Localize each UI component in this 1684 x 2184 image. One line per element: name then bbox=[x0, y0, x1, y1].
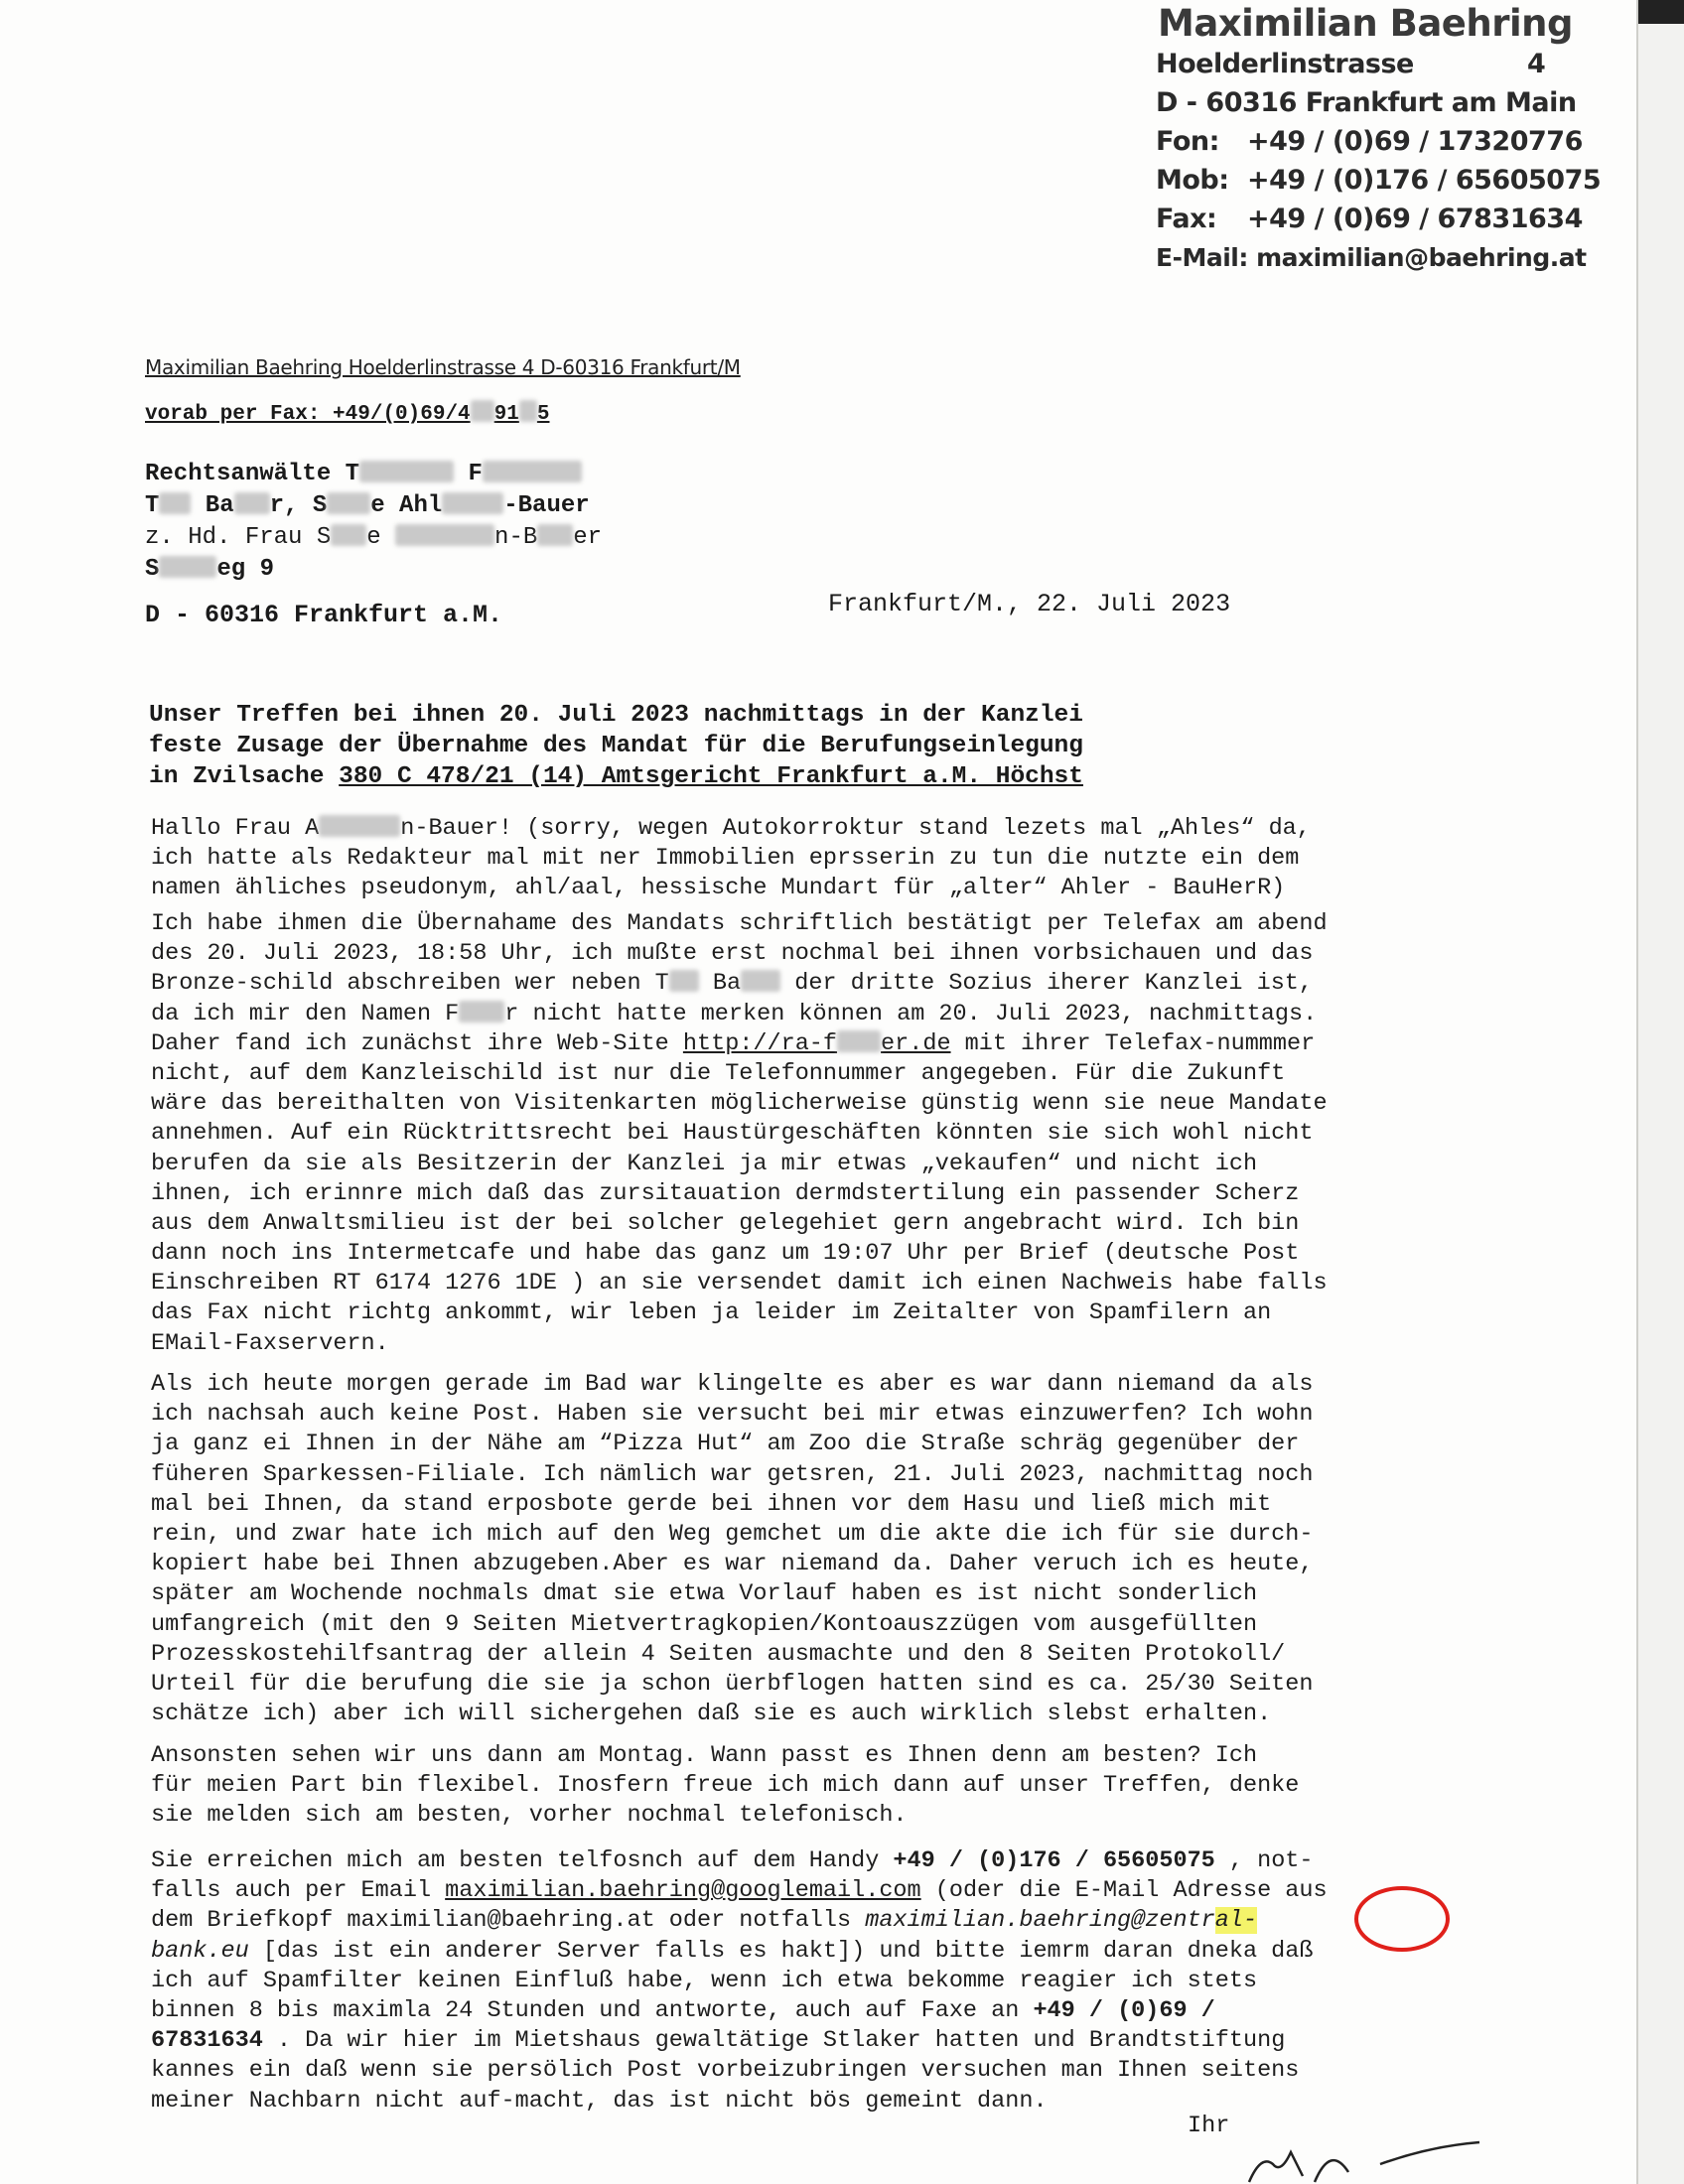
text-line: des 20. Juli 2023, 18:58 Uhr, ich mußte erst nochmal bei ihnen vorbsichauen und das bbox=[151, 940, 1314, 968]
website-link[interactable]: http://ra-f er.de bbox=[682, 1029, 951, 1057]
redaction bbox=[327, 492, 370, 514]
paragraph-mandate bbox=[151, 909, 1491, 1359]
text-line: ich nachsah auch keine Post. Haben sie versucht bei mir etwas einzuwerfen? Ich wohn bbox=[151, 1401, 1314, 1429]
text-line: da ich mir den Namen F r nicht hatte merken können am 20. Juli 2023, nachmittags. bbox=[151, 1000, 1318, 1027]
letterhead-name: Maximilian Baehring bbox=[1158, 2, 1573, 45]
redaction bbox=[319, 815, 400, 837]
recipient-line-4: S eg 9 bbox=[145, 556, 275, 583]
text-line: ich auf Spamfilter keinen Einfluß habe, wenn ich etwa bekomme reagier ich stets bbox=[151, 1967, 1258, 1994]
text-line: annehmen. Auf ein Rücktrittsrecht bei Haustürgeschäften könnten sie sich wohl nicht bbox=[151, 1120, 1314, 1148]
text-line: falls auch per Email maximilian.baehring@googlemail.com (oder die E-Mail Adresse aus bbox=[151, 1877, 1328, 1905]
redaction bbox=[395, 524, 494, 546]
redaction bbox=[159, 492, 191, 514]
mobile-number: +49 / (0)176 / 65605075 bbox=[893, 1847, 1215, 1874]
letterhead-email: E-Mail: maximilian@baehring.at bbox=[1156, 243, 1587, 272]
text-line: bank.eu [das ist ein anderer Server falls es hakt]) und bitte iemrm daran dneka daß bbox=[151, 1937, 1314, 1965]
letterhead-city: D - 60316 Frankfurt am Main bbox=[1156, 87, 1577, 118]
letterhead-mobile: Mob: +49 / (0)176 / 65605075 bbox=[1156, 165, 1602, 196]
closing: Ihr bbox=[1188, 2113, 1230, 2139]
paragraph-greeting bbox=[151, 814, 1491, 904]
redaction bbox=[471, 400, 494, 422]
prefax-line: vorab per Fax: +49/(0)69/4 91 5 bbox=[145, 400, 549, 426]
text-line: Bronze-schild abschreiben wer neben T Ba der dritte Sozius iherer Kanzlei ist, bbox=[151, 970, 1313, 998]
text-line: 67831634 . Da wir hier im Mietshaus gewaltätige Stlaker hatten und Brandtstiftung bbox=[151, 2027, 1286, 2055]
redaction bbox=[837, 1030, 881, 1052]
subject-line-1: Unser Treffen bei ihnen 20. Juli 2023 nachmittags in der Kanzlei bbox=[149, 702, 1083, 729]
redaction bbox=[234, 492, 270, 514]
subject-line-3: in Zvilsache 380 C 478/21 (14) Amtsgericht Frankfurt a.M. Höchst bbox=[149, 763, 1083, 790]
redaction bbox=[537, 524, 573, 546]
redaction bbox=[159, 556, 216, 578]
text-line: später am Wochende nochmals dmat sie etwa Vorlauf haben es ist nicht sonderlich bbox=[151, 1580, 1258, 1608]
text-line: das Fax nicht richtg ankommt, wir leben ja leider im Zeitalter von Spamfilern an bbox=[151, 1299, 1272, 1327]
redaction bbox=[669, 970, 699, 992]
text-line: binnen 8 bis maximla 24 Stunden und antworte, auch auf Faxe an +49 / (0)69 / bbox=[151, 1996, 1215, 2024]
paragraph-visit bbox=[151, 1370, 1491, 1729]
text-line: dem Briefkopf maximilian@baehring.at oder notfalls maximilian.baehring@zentral- bbox=[151, 1907, 1258, 1935]
subject bbox=[149, 700, 1083, 792]
text-line: aus dem Anwaltsmilieu ist der bei solcher gelegehiet gern angebracht wird. Ich bin bbox=[151, 1209, 1300, 1237]
paragraph-contact bbox=[151, 1846, 1491, 2116]
text-line: wäre das bereithalten von Visitenkarten möglicherweise günstig wenn sie neue Mandate bbox=[151, 1090, 1328, 1118]
text-line: kopiert habe bei Ihnen abzugeben.Aber es war niemand da. Daher veruch ich es heute, bbox=[151, 1551, 1314, 1578]
redaction bbox=[331, 524, 366, 546]
letterhead bbox=[1156, 2, 1602, 277]
redaction bbox=[442, 492, 503, 514]
text-line: dann noch ins Intermetcafe und habe das ganz um 19:07 Uhr per Brief (deutsche Post bbox=[151, 1240, 1300, 1268]
recipient-line-2: T Ba r, S e Ahl -Bauer bbox=[145, 492, 590, 519]
redaction bbox=[519, 400, 537, 422]
letterhead-phone: Fon: +49 / (0)69 / 17320776 bbox=[1156, 126, 1583, 157]
text-line: Prozesskostehilfsantrag der allein 4 Seiten ausmachte und den 8 Seiten Protokoll/ bbox=[151, 1640, 1286, 1668]
recipient-city: D - 60316 Frankfurt a.M. bbox=[145, 601, 503, 629]
email-link[interactable]: maximilian.baehring@googlemail.com bbox=[445, 1877, 921, 1905]
text-line: Als ich heute morgen gerade im Bad war klingelte es aber es war dann niemand da als bbox=[151, 1371, 1314, 1398]
highlighted-text: al- bbox=[1214, 1907, 1258, 1935]
alt-email: maximilian.baehring@zentr bbox=[865, 1907, 1215, 1935]
text-line: mal bei Ihnen, da stand erposbote gerde bei ihnen vor dem Hasu und ließ mich mit bbox=[151, 1490, 1272, 1518]
text-line: berufen da sie als Besitzerin der Kanzlei ja mir etwas „vekaufen“ und nicht ich bbox=[151, 1150, 1258, 1177]
letterhead-street bbox=[1156, 45, 1573, 83]
text-line: für meien Part bin flexibel. Inosfern freue ich mich dann auf unser Treffen, denke bbox=[151, 1772, 1300, 1800]
sender-line: Maximilian Baehring Hoelderlinstrasse 4 D-60316 Frankfurt/M bbox=[145, 355, 741, 379]
redaction bbox=[483, 461, 582, 482]
annotation-circle bbox=[1354, 1886, 1450, 1952]
redaction bbox=[459, 1001, 504, 1023]
signature bbox=[1231, 2134, 1489, 2184]
page-edge bbox=[1636, 0, 1684, 2184]
text-line: kannes ein daß wenn sie persölich Post vorbeizubringen versuchen man Ihnen seitens bbox=[151, 2057, 1300, 2085]
text-line: füheren Sparkessen-Filiale. Ich nämlich war getsren, 21. Juli 2023, nachmittag noch bbox=[151, 1460, 1314, 1488]
text-line: Ansonsten sehen wir uns dann am Montag. Wann passt es Ihnen denn am besten? Ich bbox=[151, 1742, 1258, 1769]
letterhead-street-number: 4 bbox=[1527, 49, 1546, 79]
text-line: umfangreich (mit den 9 Seiten Mietvertragkopien/Kontoauszzügen vom ausgefüllten bbox=[151, 1610, 1258, 1638]
text-line: Urteil für die berufung die sie ja schon üerbflogen hatten sind es ca. 25/30 Seiten bbox=[151, 1670, 1314, 1698]
paragraph-meeting bbox=[151, 1741, 1491, 1832]
redaction bbox=[741, 970, 780, 992]
text-line: Sie erreichen mich am besten telfosnch auf dem Handy +49 / (0)176 / 65605075 , not- bbox=[151, 1847, 1314, 1874]
text-line: Einschreiben RT 6174 1276 1DE ) an sie versendet damit ich einen Nachweis habe falls bbox=[151, 1270, 1328, 1297]
text-line: meiner Nachbarn nicht auf-macht, das ist nicht bös gemeint dann. bbox=[151, 2087, 1048, 2115]
case-number: 380 C 478/21 (14) Amtsgericht Frankfurt a.M. Höchst bbox=[339, 763, 1083, 790]
text-line: nicht, auf dem Kanzleischild ist nur die Telefonnummer angegeben. Für die Zukunft bbox=[151, 1059, 1286, 1087]
text-line: sie melden sich am besten, vorher nochmal telefonisch. bbox=[151, 1802, 908, 1830]
recipient-address bbox=[145, 459, 602, 586]
subject-line-2: feste Zusage der Übernahme des Mandat für die Berufungseinlegung bbox=[149, 733, 1083, 759]
text-line: Hallo Frau A n-Bauer! (sorry, wegen Autokorroktur stand lezets mal „Ahles“ da, bbox=[151, 815, 1311, 842]
text-line: namen ähliches pseudonym, ahl/aal, hessische Mundart für „alter“ Ahler - BauHerR) bbox=[151, 875, 1286, 902]
text-line: Daher fand ich zunächst ihre Web-Site http://ra-f er.de mit ihrer Telefax-nummmer bbox=[151, 1029, 1316, 1057]
recipient-line-3: z. Hd. Frau S e n-B er bbox=[145, 524, 603, 551]
text-line: schätze ich) aber ich will sichergehen daß sie es auch wirklich slebst erhalten. bbox=[151, 1701, 1272, 1728]
letter-date: Frankfurt/M., 22. Juli 2023 bbox=[828, 590, 1231, 618]
text-line: ich hatte als Redakteur mal mit ner Immobilien eprsserin zu tun die nutzte ein dem bbox=[151, 845, 1300, 873]
letterhead-street-name: Hoelderlinstrasse bbox=[1156, 49, 1414, 79]
text-line: ja ganz ei Ihnen in der Nähe am “Pizza Hut“ am Zoo die Straße schräg gegenüber der bbox=[151, 1431, 1300, 1458]
recipient-line-1: Rechtsanwälte T F bbox=[145, 459, 602, 490]
text-line: rein, und zwar hate ich mich auf den Weg gemchet um die akte die ich für sie durch- bbox=[151, 1520, 1314, 1548]
letterhead-fax: Fax: +49 / (0)69 / 67831634 bbox=[1156, 204, 1583, 234]
redaction bbox=[359, 461, 454, 482]
text-line: ihnen, ich erinnre mich daß das zursitauation dermdstertilung ein passender Scherz bbox=[151, 1179, 1300, 1207]
text-line: EMail-Faxservern. bbox=[151, 1329, 389, 1357]
scan-edge-mark bbox=[1638, 0, 1684, 24]
text-line: Ich habe ihmen die Übernahame des Mandats schriftlich bestätigt per Telefax am abend bbox=[151, 910, 1328, 937]
